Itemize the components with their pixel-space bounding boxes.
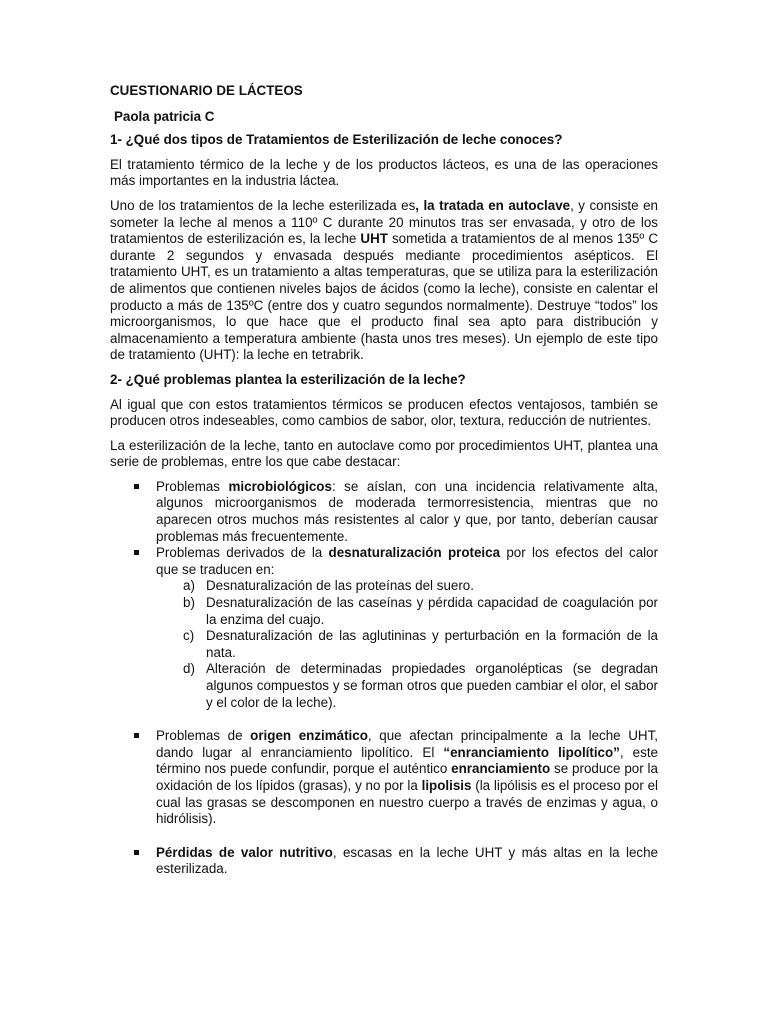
sub-list-text: Alteración de determinadas propiedades organolépticas (se degradan algunos compuestos y se forman otros que pueden cambiar el olor, el sabor y el color de la leche). (206, 661, 658, 710)
sub-list-mark: a) (183, 578, 195, 594)
paragraph-2-bold-autoclave: , la tratada en autoclave (415, 197, 571, 213)
sub-list-item (110, 628, 658, 661)
bullet-3-bold-enranciamiento: enranciamiento (451, 761, 551, 777)
square-bullet-icon (134, 484, 139, 489)
square-bullet-icon (134, 850, 139, 855)
document-author: Paola patricia C (114, 108, 215, 124)
paragraph-2-text-c: , y consiste en someter la leche al menos a 110º C durante 20 minutos tras ser envasada, y otro de los tratamientos de esterilización es, la leche (110, 197, 658, 247)
sub-list-text: Desnaturalización de las aglutininas y perturbación en la formación de la nata. (206, 628, 658, 660)
square-bullet-icon (134, 733, 139, 738)
document-title: CUESTIONARIO DE LÁCTEOS (110, 83, 303, 98)
list-item (110, 545, 658, 711)
question-1: 1- ¿Qué dos tipos de Tratamientos de Esterilización de leche conoces? (110, 132, 563, 148)
paragraph-3: Al igual que con estos tratamientos térmicos se producen efectos ventajosos, también se producen otros indeseables, como cambios de sabor, olor, textura, reducción de nutrientes. (110, 396, 658, 429)
paragraph-2 (110, 198, 658, 364)
bullet-4-text-b: , escasas en la leche UHT y más altas en la leche esterilizada. (156, 844, 659, 877)
bullet-3-text-e: , este término nos puede confundir, porque el auténtico (156, 744, 658, 777)
sub-list-mark: c) (183, 628, 195, 644)
list-item (110, 845, 658, 878)
bullet-3-text-a: Problemas de (156, 728, 251, 744)
bullet-4-bold: Pérdidas de valor nutritivo (156, 844, 333, 860)
bullet-1-text-a: Problemas (156, 478, 229, 494)
sub-list-text: Desnaturalización de las proteínas del suero. (206, 578, 474, 594)
bullet-1-text-c: : se aíslan, con una incidencia relativamente alta, algunos microorganismos de moderada termorresistencia, mientras que no aparecen otros muchos más resistentes al calor y que, por tanto, deberían causar problemas más frecuentemente. (156, 478, 658, 544)
question-2: 2- ¿Qué problemas plantea la esterilización de la leche? (110, 371, 466, 387)
bullet-3-bold-quote: “enranciamiento lipolítico” (443, 744, 620, 760)
sub-list-text: Desnaturalización de las caseínas y pérdida capacidad de coagulación por la enzima del cuajo. (206, 595, 658, 627)
list-item (110, 479, 658, 545)
bullet-3-text-g: se produce por la oxidación de los lípidos (grasas), y no por la (156, 761, 658, 793)
sub-list (156, 578, 658, 711)
paragraph-2-text-a: Uno de los tratamientos de la leche esterilizada es (110, 197, 416, 213)
paragraph-1: El tratamiento térmico de la leche y de los productos lácteos, es una de las operaciones más importantes en la industria láctea. (110, 156, 658, 189)
sub-list-item (110, 578, 658, 595)
bullet-2-bold: desnaturalización proteica (328, 545, 501, 561)
bullet-3-bold-lipolisis: lipolisis (421, 777, 472, 793)
sub-list-item (110, 661, 658, 711)
sub-list-mark: b) (183, 595, 195, 611)
document-body (110, 83, 658, 878)
paragraph-4: La esterilización de la leche, tanto en autoclave como por procedimientos UHT, plantea una serie de problemas, entre los que cabe destacar: (110, 437, 658, 470)
bullet-1-bold: microbiológicos (228, 478, 332, 494)
paragraph-2-text-e: sometida a tratamientos de al menos 135º C durante 2 segundos y envasada después mediante procedimientos asépticos. El tratamiento UHT, es un tratamiento a altas temperaturas, que se utiliza para la esterilización de alimentos que contienen niveles bajos de ácidos (como la leche), consiste en calentar el producto a más de 135ºC (entre dos y cuatro segundos normalmente). Destruye “todos” los microorganismos, lo que hace que el producto final sea apto para distribución y almacenamiento a temperatura ambiente (hasta unos tres meses). Un ejemplo de este tipo de tratamiento (UHT): la leche en tetrabrik. (110, 231, 658, 363)
list-item (110, 728, 658, 828)
sub-list-mark: d) (183, 661, 195, 677)
bullet-3-bold-origen: origen enzimático (250, 728, 368, 744)
square-bullet-icon (134, 550, 139, 555)
sub-list-item (110, 595, 658, 628)
paragraph-2-bold-uht: UHT (360, 231, 388, 247)
bullet-3-text-c: , que afectan principalmente a la leche UHT, dando lugar al enranciamiento lipolítico. El (156, 728, 658, 760)
bullet-2-text-a: Problemas derivados de la (156, 545, 329, 561)
bullet-3-text-i: (la lipólisis es el proceso por el cual las grasas se descomponen en nuestro cuerpo a través de enzimas y agua, o hidrólisis). (156, 777, 658, 827)
bullet-2-text-c: por los efectos del calor que se traducen en: (156, 545, 659, 577)
problems-list (110, 479, 658, 878)
